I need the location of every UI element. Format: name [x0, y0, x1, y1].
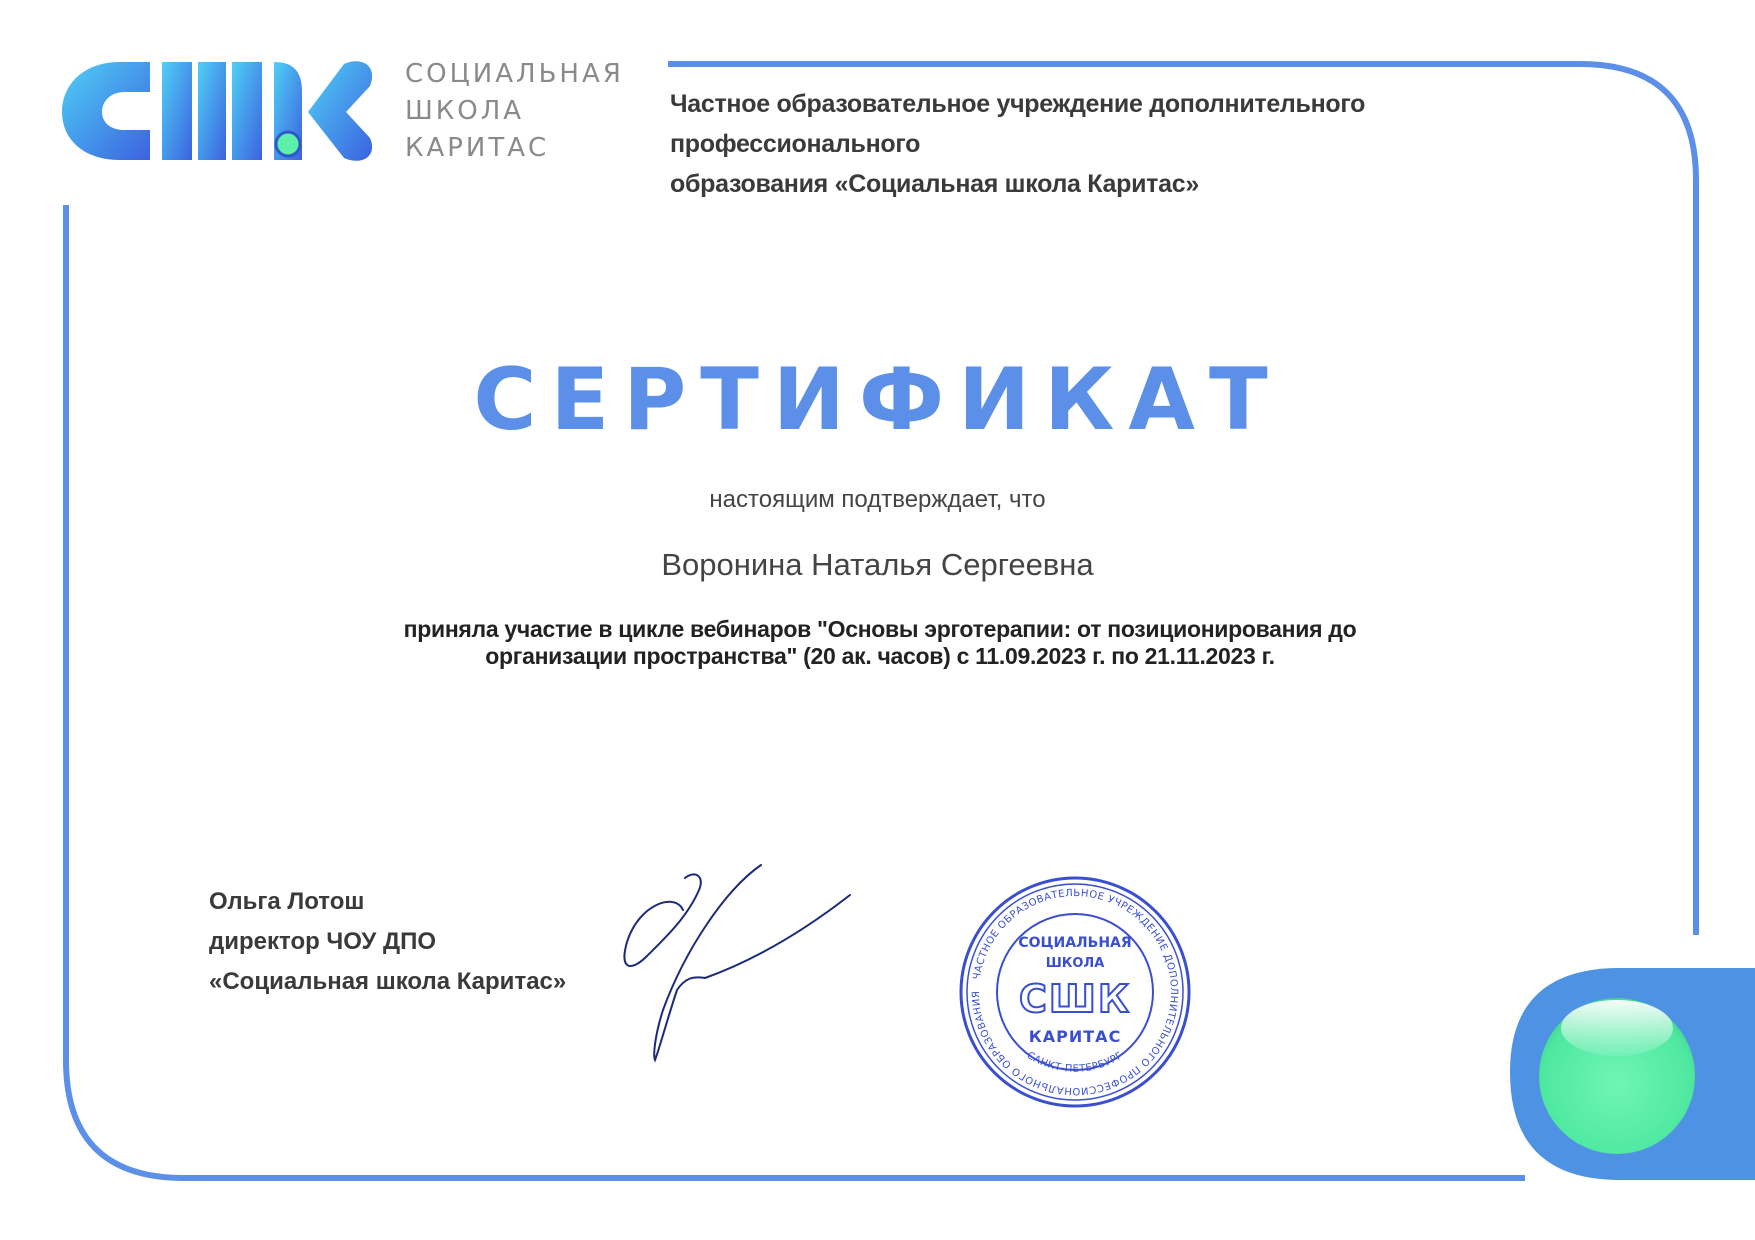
description-line-1: приняла участие в цикле вебинаров "Основы эрготерапии: от позиционирования до [403, 616, 1357, 642]
handwritten-signature [615, 860, 855, 1070]
seal-icon [955, 872, 1195, 1112]
seal-center-logo: СШК [1019, 977, 1131, 1021]
recipient-name: Воронина Наталья Сергеевна [661, 547, 1094, 582]
institution-name [670, 84, 1530, 204]
signatory-block [209, 882, 566, 1002]
certificate-title: СЕРТИФИКАТ [473, 350, 1282, 450]
green-ball-icon [1505, 968, 1695, 1158]
course-description [380, 616, 1380, 670]
seal-center-top: СОЦИАЛЬНАЯ [1018, 935, 1132, 951]
signatory-name: Ольга Лотош [209, 888, 365, 915]
logo-line-3: КАРИТАС [405, 133, 550, 163]
logo-mark-icon [62, 56, 382, 166]
seal-center-middle: ШКОЛА [1045, 956, 1105, 971]
logo-wordmark [405, 56, 624, 167]
institution-line-1: Частное образовательное учреждение дополнительного профессионального [670, 90, 1366, 158]
description-line-2: организации пространства" (20 ак. часов) с 11.09.2023 г. по 21.11.2023 г. [485, 643, 1275, 669]
logo-line-1: СОЦИАЛЬНАЯ [405, 59, 624, 89]
confirm-text: настоящим подтверждает, что [709, 486, 1046, 513]
logo [62, 56, 382, 166]
institution-line-2: образования «Социальная школа Каритас» [670, 170, 1199, 198]
logo-line-2: ШКОЛА [405, 96, 525, 126]
signatory-position: директор ЧОУ ДПО [209, 928, 436, 955]
official-seal [955, 872, 1195, 1112]
svg-text:САНКТ-ПЕТЕРБУРГ [1025, 1050, 1125, 1075]
seal-ring-text: ЧАСТНОЕ ОБРАЗОВАТЕЛЬНОЕ УЧРЕЖДЕНИЕ ДОПОЛНИТЕЛЬНОГО ПРОФЕССИОНАЛЬНОГО ОБРАЗОВАНИЯ [970, 887, 1180, 1097]
seal-center-bottom: КАРИТАС [1028, 1027, 1122, 1046]
signatory-organization: «Социальная школа Каритас» [209, 968, 567, 995]
seal-city: САНКТ-ПЕТЕРБУРГ [1024, 1050, 1126, 1075]
